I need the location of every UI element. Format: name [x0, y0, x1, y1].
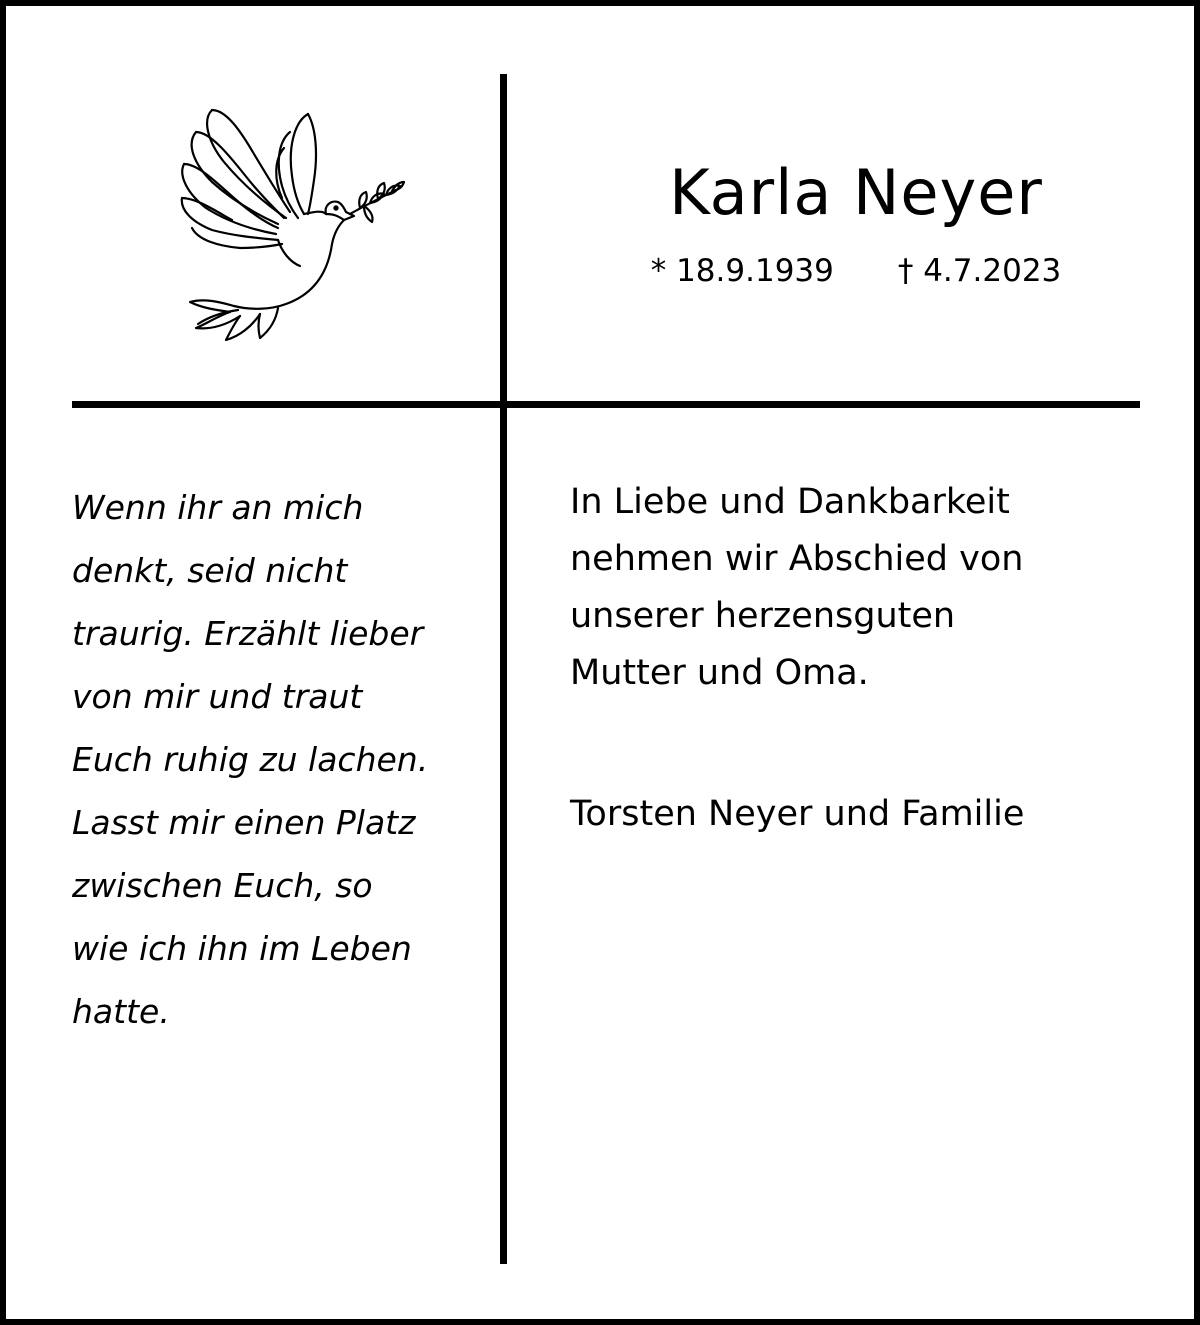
- memorial-poem: Wenn ihr an mich denkt, seid nicht traurig. Erzählt lieber von mir und traut Euch ruhig zu lachen. Lasst mir einen Platz zwischen Euch, so wie ich ihn im Leben hatte.: [72, 488, 429, 1031]
- family-signature: Torsten Neyer und Familie: [570, 794, 1025, 834]
- death-date: † 4.7.2023: [897, 253, 1062, 289]
- birth-date: * 18.9.1939: [650, 253, 834, 289]
- cross-horizontal-bar: [72, 401, 1140, 408]
- dove-with-olive-branch-icon: [174, 102, 406, 346]
- cross-vertical-bar: [500, 74, 507, 1264]
- life-dates: [566, 251, 1146, 291]
- deceased-name: Karla Neyer: [669, 156, 1043, 229]
- farewell-message: In Liebe und Dankbarkeit nehmen wir Abschied von unserer herzensguten Mutter und Oma.: [570, 482, 1024, 693]
